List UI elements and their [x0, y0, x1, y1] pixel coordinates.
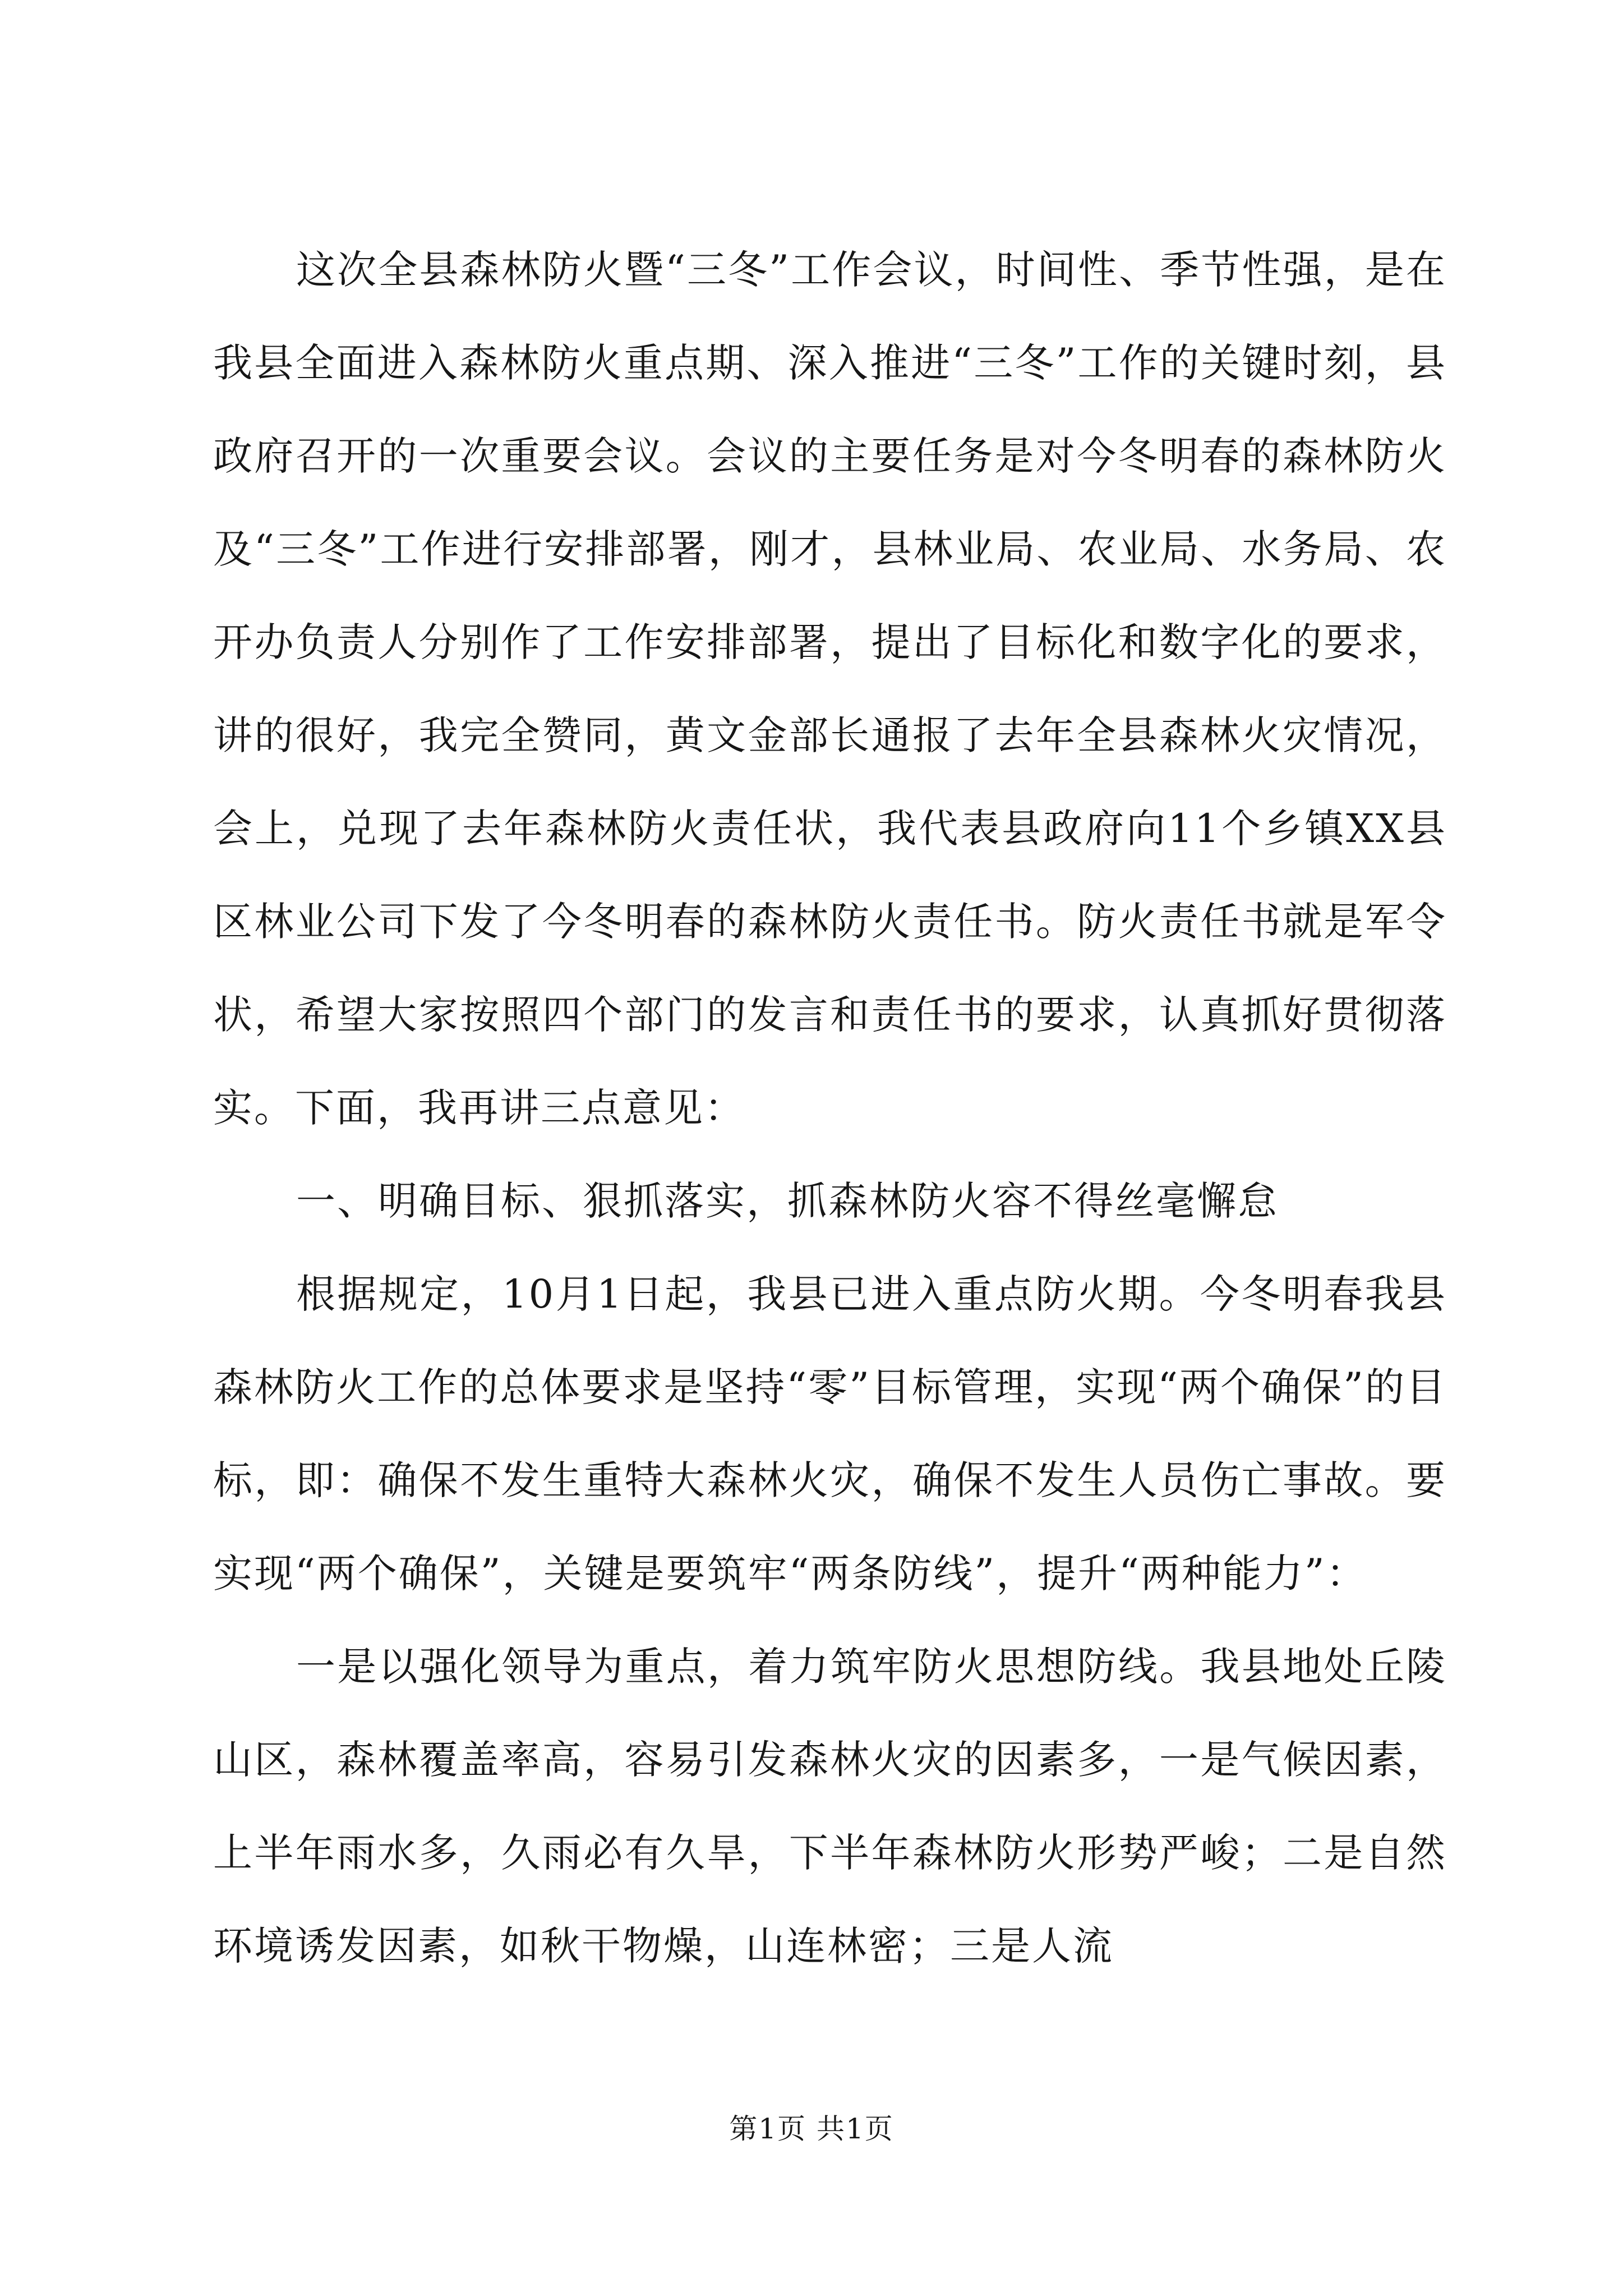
paragraph-intro: 这次全县森林防火暨“三冬”工作会议，时间性、季节性强，是在我县全面进入森林防火重点期、深入推进“三冬”工作的关键时刻，县政府召开的一次重要会议。会议的主要任务是对今冬明春的森林防火及“三冬”工作进行安排部署，刚才，县林业局、农业局、水务局、农开办负责人分别作了工作安排部署，提出了目标化和数字化的要求，讲的很好，我完全赞同，黄文金部长通报了去年全县森林火灾情况，会上，兑现了去年森林防火责任状，我代表县政府向11个乡镇XX县区林业公司下发了今冬明春的森林防火责任书。防火责任书就是军令状，希望大家按照四个部门的发言和责任书的要求，认真抓好贯彻落实。下面，我再讲三点意见：: [213, 247, 1447, 1131]
section-heading-1: 一、明确目标、狠抓落实，抓森林防火容不得丝毫懈怠: [296, 1178, 1279, 1224]
page-footer: 第1页 共1页: [729, 2113, 894, 2145]
paragraph-leadership: 一是以强化领导为重点，着力筑牢防火思想防线。我县地处丘陵山区，森林覆盖率高，容易引发森林火灾的因素多，一是气候因素，上半年雨水多，久雨必有久旱，下半年森林防火形势严峻；二是自然环境诱发因素，如秋干物燥，山连林密；三是人流: [213, 1644, 1447, 1969]
paragraph-targets: 根据规定，10月1日起，我县已进入重点防火期。今冬明春我县森林防火工作的总体要求是坚持“零”目标管理，实现“两个确保”的目标，即：确保不发生重特大森林火灾，确保不发生人员伤亡事故。要实现“两个确保”，关键是要筑牢“两条防线”，提升“两种能力”：: [213, 1271, 1447, 1596]
document-body: [213, 223, 1447, 1993]
